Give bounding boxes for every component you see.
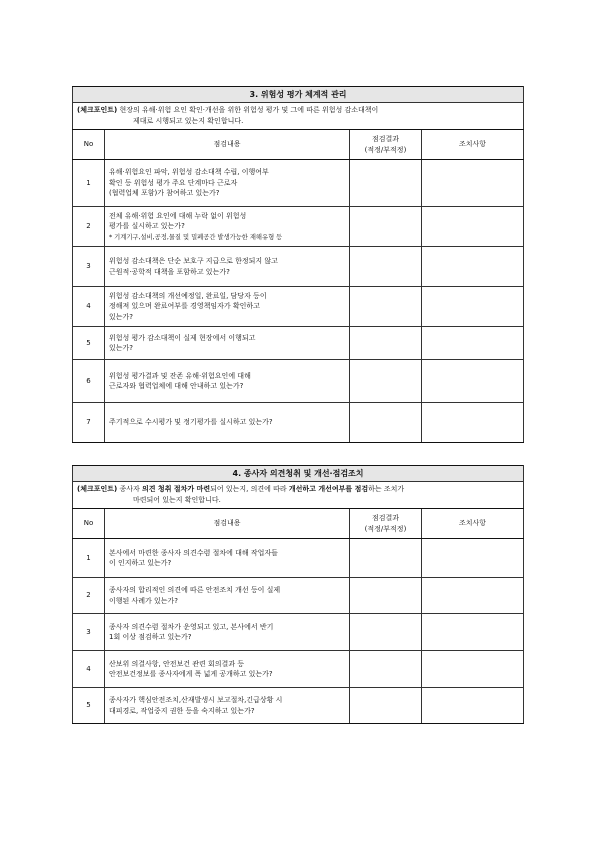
- row-content: [105, 403, 350, 443]
- result-cell[interactable]: [350, 247, 422, 287]
- table-row: [73, 688, 524, 724]
- header-result-line1: 점검결과: [371, 135, 400, 143]
- table-row: [73, 403, 524, 443]
- row-content-line: 본사에서 마련한 종사자 의견수렴 절차에 대해 작업자들: [109, 548, 278, 557]
- row-content-line: 위험성 감소대책은 단순 보호구 지급으로 한정되지 않고: [109, 257, 278, 265]
- header-result-line2: (적정/부적정): [364, 524, 407, 533]
- result-cell[interactable]: [350, 160, 422, 207]
- header-content: 점검내용: [105, 509, 350, 539]
- row-content-line: 주기적으로 수시평가 및 정기평가를 실시하고 있는가?: [109, 418, 273, 427]
- header-action: 조치사항: [422, 130, 524, 160]
- section4-checkpoint: [73, 482, 524, 509]
- action-cell[interactable]: [422, 578, 524, 614]
- header-result: [350, 509, 422, 539]
- header-action: 조치사항: [422, 509, 524, 539]
- action-cell[interactable]: [422, 688, 524, 724]
- section3-checkpoint: [73, 103, 524, 130]
- action-cell[interactable]: [422, 160, 524, 207]
- result-cell[interactable]: [350, 539, 422, 578]
- row-number: 7: [73, 403, 105, 443]
- section4-table: [72, 465, 524, 724]
- row-number: 2: [73, 207, 105, 247]
- result-cell[interactable]: [350, 327, 422, 360]
- row-content: [105, 327, 350, 360]
- header-result-line2: (적정/부적정): [364, 145, 407, 154]
- row-content-line: 산보위 의결사항, 안전보건 관련 회의결과 등: [109, 659, 245, 668]
- checkpoint-label: (체크포인트): [77, 106, 118, 114]
- row-content: [105, 688, 350, 724]
- table-row: [73, 539, 524, 578]
- header-result: [350, 130, 422, 160]
- checkpoint-text-part: 하는 조치가: [368, 485, 405, 493]
- table-row: [73, 578, 524, 614]
- row-content: [105, 247, 350, 287]
- row-content-line: 위험성 평가 감소대책이 실제 현장에서 이행되고: [109, 333, 256, 342]
- row-content-line: 종사자가 핵심안전조치,산재발생시 보고절차,긴급상황 시: [109, 696, 283, 704]
- row-number: 4: [73, 287, 105, 327]
- row-number: 3: [73, 614, 105, 651]
- header-no: No: [73, 509, 105, 539]
- table-row: [73, 614, 524, 651]
- section3-rows: [73, 160, 524, 443]
- checkpoint-text-line2: 마련되어 있는지 확인합니다.: [133, 495, 221, 504]
- row-number: 3: [73, 247, 105, 287]
- checkpoint-emphasis: 의견 청취 절차가 마련: [141, 485, 211, 493]
- row-content-line: 위험성 평가결과 및 잔존 유해·위험요인에 대해: [109, 371, 251, 380]
- section4-rows: [73, 539, 524, 724]
- section4-title: 4. 종사자 의견청취 및 개선·점검조치: [73, 466, 524, 482]
- checkpoint-emphasis: 개선하고 개선여부를 점검: [288, 485, 369, 493]
- checkpoint-text: [117, 485, 404, 493]
- table-row: [73, 360, 524, 403]
- action-cell[interactable]: [422, 247, 524, 287]
- section3-title: 3. 위험성 평가 체계적 관리: [73, 87, 524, 103]
- checkpoint-text-part: 되어 있는지, 의견에 따라: [210, 485, 289, 493]
- table-row: [73, 651, 524, 688]
- result-cell[interactable]: [350, 614, 422, 651]
- action-cell[interactable]: [422, 651, 524, 688]
- result-cell[interactable]: [350, 403, 422, 443]
- action-cell[interactable]: [422, 207, 524, 247]
- row-content-line: 정해져 있으며 완료여부를 경영책임자가 확인하고: [109, 302, 260, 311]
- result-cell[interactable]: [350, 651, 422, 688]
- row-content-line: 이 인지하고 있는가?: [109, 559, 172, 567]
- row-number: 5: [73, 327, 105, 360]
- action-cell[interactable]: [422, 287, 524, 327]
- row-content: [105, 160, 350, 207]
- row-content-line: 종사자 의견수렴 절차가 운영되고 있고, 본사에서 반기: [109, 622, 274, 631]
- row-number: 4: [73, 651, 105, 688]
- table-row: [73, 207, 524, 247]
- checkpoint-text-line2: 제대로 시행되고 있는지 확인합니다.: [133, 116, 244, 125]
- header-no: No: [73, 130, 105, 160]
- row-content: [105, 651, 350, 688]
- row-content-line: 확인 등 위험성 평가 주요 단계마다 근로자: [109, 178, 238, 187]
- table-row: [73, 287, 524, 327]
- row-content-line: 전체 유해·위험 요인에 대해 누락 없이 위험성: [109, 211, 247, 220]
- row-content: [105, 360, 350, 403]
- row-content-line: 평가를 실시하고 있는가?: [109, 222, 185, 231]
- row-content: [105, 614, 350, 651]
- row-content-line: 이행된 사례가 있는가?: [109, 596, 179, 605]
- action-cell[interactable]: [422, 403, 524, 443]
- row-content: [105, 539, 350, 578]
- result-cell[interactable]: [350, 688, 422, 724]
- row-content-line: 있는가?: [109, 312, 134, 321]
- row-content-line: 근원적·공학적 대책을 포함하고 있는가?: [109, 267, 230, 276]
- row-number: 6: [73, 360, 105, 403]
- action-cell[interactable]: [422, 360, 524, 403]
- action-cell[interactable]: [422, 539, 524, 578]
- header-result-line1: 점검결과: [371, 514, 400, 522]
- row-content-line: 안전보건정보를 종사자에게 폭 넓게 공개하고 있는가?: [109, 670, 273, 678]
- action-cell[interactable]: [422, 327, 524, 360]
- row-content-line: * 기계기구,설비,공정,물질 및 밀폐공간 발생가능한 재해유형 등: [109, 233, 283, 241]
- section3-table: [72, 86, 524, 443]
- row-number: 1: [73, 160, 105, 207]
- row-number: 1: [73, 539, 105, 578]
- table-row: [73, 160, 524, 207]
- row-content-line: 위험성 감소대책의 개선예정일, 완료일, 담당자 등이: [109, 291, 267, 300]
- row-number: 5: [73, 688, 105, 724]
- row-number: 2: [73, 578, 105, 614]
- row-content-line: 대피경로, 작업중지 권한 등을 숙지하고 있는가?: [109, 706, 255, 715]
- row-content: [105, 578, 350, 614]
- table-row: [73, 247, 524, 287]
- action-cell[interactable]: [422, 614, 524, 651]
- header-content: 점검내용: [105, 130, 350, 160]
- row-content-line: 종사자의 합리적인 의견에 따른 안전조치 개선 등이 실제: [109, 586, 281, 594]
- row-content: [105, 287, 350, 327]
- row-content: [105, 207, 350, 247]
- result-cell[interactable]: [350, 360, 422, 403]
- result-cell[interactable]: [350, 287, 422, 327]
- row-content-line: 유해·위험요인 파악, 위험성 감소대책 수립, 이행여부: [109, 168, 269, 177]
- checkpoint-text: 현장의 유해·위험 요인 확인·개선을 위한 위험성 평가 및 그에 따른 위험성 감소대책이: [117, 106, 379, 114]
- checkpoint-label: (체크포인트): [77, 485, 118, 493]
- row-content-line: 1회 이상 점검하고 있는가?: [109, 633, 192, 641]
- result-cell[interactable]: [350, 578, 422, 614]
- result-cell[interactable]: [350, 207, 422, 247]
- checkpoint-text-part: 종사자: [117, 485, 142, 493]
- table-row: [73, 327, 524, 360]
- row-content-line: 근로자와 협력업체에 대해 안내하고 있는가?: [109, 382, 244, 390]
- row-content-line: 있는가?: [109, 344, 134, 352]
- row-content-line: (협력업체 포함)가 참여하고 있는가?: [109, 189, 220, 198]
